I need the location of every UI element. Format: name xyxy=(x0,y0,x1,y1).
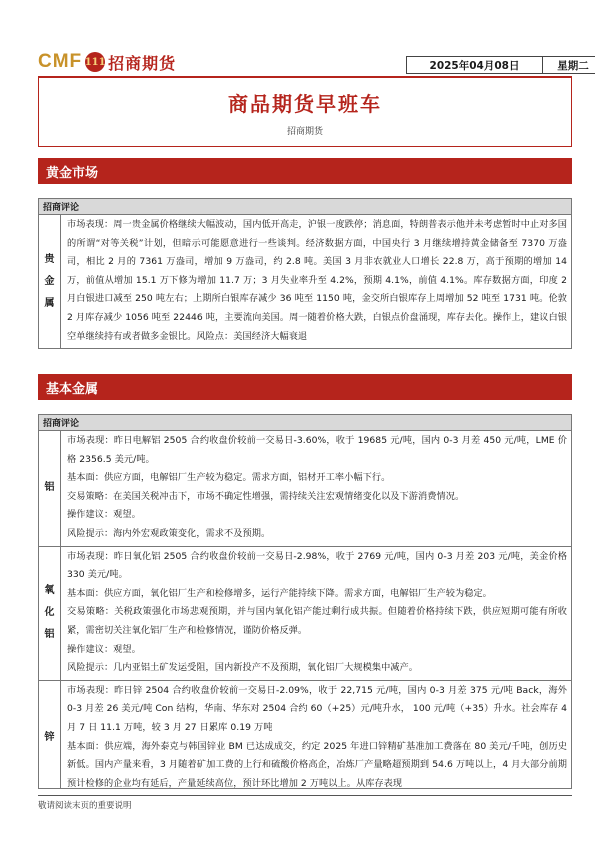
fundamentals: 基本面：供应方面，电解铝厂生产较为稳定。需求方面，铝材开工率小幅下行。 xyxy=(67,472,391,484)
row-label: 铝 xyxy=(39,431,61,546)
market-performance: 市场表现：昨日电解铝 2505 合约收盘价较前一交易日-3.60%，收于 19685 元/吨，国内 0-3 月差 450 元/吨，LME 价格 2356.5 美元/吨。 xyxy=(67,435,567,465)
row-body xyxy=(61,681,571,789)
section-heading-gold: 黄金市场 xyxy=(38,158,572,184)
logo-text-en: CMF xyxy=(38,51,83,72)
market-performance: 市场表现：昨日锌 2504 合约收盘价较前一交易日-2.09%，收于 22,715 元/吨，国内 0-3 月差 375 元/吨 Back，海外 0-3 月差 26 美元/吨 Con 结构，华南、华东对 2504 合约 60（+25）元/吨升水， 100 元/吨（+35）升水。社会库存 4 月 7 日 11.1 万吨，较 3 月 27 日累库 0.19 万吨 xyxy=(67,684,567,733)
risk-warning: 风险提示：海内外宏观政策变化，需求不及预期。 xyxy=(67,527,271,539)
table-row xyxy=(39,215,571,348)
report-date: 2025年04月08日 xyxy=(406,56,542,74)
title-box xyxy=(38,76,572,147)
operation-advice: 操作建议：观望。 xyxy=(67,509,141,521)
row-label: 贵金属 xyxy=(39,215,61,348)
gold-commentary-text: 市场表现：周一贵金属价格继续大幅波动，国内低开高走，沪银一度跌停；消息面，特朗普表示他并未考虑暂时中止对多国的所谓“对等关税”计划，但暗示可能愿意进行一些谈判。经济数据方面，中国央行 3 月继续增持黄金储备至 7370 万盎司，相比 2 月的 7361 万盎司，增加 9 万盎司，约 2.8 吨。美国 3 月非农就业人口增长 22.8 万，高于预期的增加 14 万，前值从增加 15.1 万下修为增加 11.7 万；3 月失业率升至 4.2%，预期 4.1%，前值 4.1%。库存数据方面，印度 2 月白银进口减至 250 吨左右；上期所白银库存减少 36 吨至 1150 吨，金交所白银库存上周增加 52 吨至 1731 吨。伦敦 2 月库存减少 1056 吨至 22446 吨，主要流向美国。周一随着价格大跌，白银点价盘涌现，库存去化。操作上，建议白银空单继续持有或者做多金银比。风险点：美国经济大幅衰退 xyxy=(67,219,567,342)
base-metals-commentary-table xyxy=(38,414,572,789)
row-label: 氧化铝 xyxy=(39,547,61,680)
page-subtitle: 招商期货 xyxy=(286,127,323,137)
table-row-zinc xyxy=(39,681,571,789)
trading-strategy: 交易策略：关税政策强化市场悲观预期，并与国内氧化铝产能过剩行成共振。但随着价格持续下跌，供应短期可能有所收紧，需密切关注氧化铝厂生产和检修情况，谨防价格反弹。 xyxy=(67,606,567,636)
market-performance: 市场表现：昨日氧化铝 2505 合约收盘价较前一交易日-2.98%，收于 2769 元/吨，国内 0-3 月差 203 元/吨，美金价格 330 美元/吨。 xyxy=(67,550,567,581)
logo-badge-icon: 111 xyxy=(85,52,105,72)
page-header xyxy=(38,50,589,76)
table-row-aluminium xyxy=(39,431,571,547)
table-header: 招商评论 xyxy=(39,415,571,431)
gold-commentary-table xyxy=(38,198,572,349)
table-header: 招商评论 xyxy=(39,199,571,215)
section-heading-base-metals: 基本金属 xyxy=(38,374,572,400)
row-body xyxy=(61,431,571,546)
row-body xyxy=(61,547,571,680)
risk-warning: 风险提示：几内亚铝土矿发运受阻，国内新投产不及预期，氧化铝厂大规模集中减产。 xyxy=(67,662,419,674)
trading-strategy: 交易策略：在美国关税冲击下，市场不确定性增强，需持续关注宏观情绪变化以及下游消费情况。 xyxy=(67,490,465,502)
logo-text-cn: 招商期货 xyxy=(108,53,177,73)
page-title: 商品期货早班车 xyxy=(228,92,382,116)
company-logo xyxy=(38,50,176,74)
footer-divider xyxy=(38,795,572,796)
table-row-alumina xyxy=(39,547,571,681)
fundamentals: 基本面：供应端，海外泰克与韩国锌业 BM 已达成成交，约定 2025 年进口锌精矿基准加工费落在 80 美元/千吨，创历史新低。国内产量来看，3 月随着矿加工费的上行和硫酸价格高企，冶炼厂产量略超预期到 54.6 万吨以上，4 月大部分前期预计检修的企业均有延后，产量延续高位，预计环比增加 2 万吨以上。从库存表现 xyxy=(67,740,567,789)
report-weekday: 星期二 xyxy=(542,56,595,74)
operation-advice: 操作建议：观望。 xyxy=(67,643,141,655)
footer-note: 敬请阅读末页的重要说明 xyxy=(38,801,132,811)
row-body xyxy=(61,215,571,348)
fundamentals: 基本面：供应方面，氧化铝厂生产和检修增多，运行产能持续下降。需求方面，电解铝厂生产较为稳定。 xyxy=(67,587,492,599)
row-label: 锌 xyxy=(39,681,61,789)
